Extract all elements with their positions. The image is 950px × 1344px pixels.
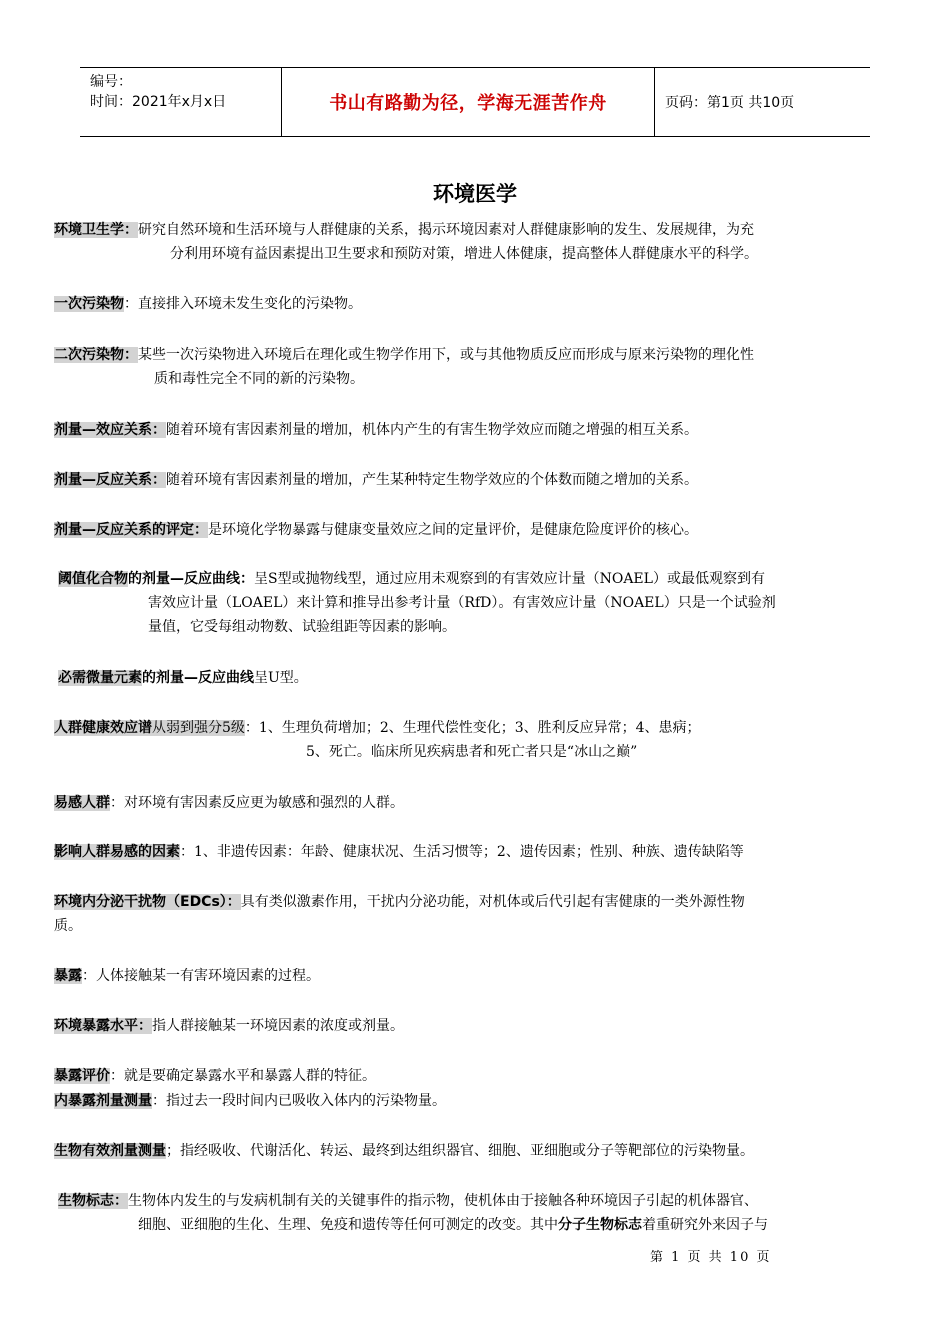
entry-text: 就是要确定暴露水平和暴露人群的特征。 xyxy=(124,1068,376,1084)
entry-term: 二次污染物： xyxy=(54,347,138,363)
entry-colon: ： xyxy=(110,795,124,811)
entry-text: 随着环境有害因素剂量的增加，产生某种特定生物学效应的个体数而随之增加的关系。 xyxy=(166,472,698,488)
entry-colon: ： xyxy=(152,1093,166,1109)
entry-term-continued: 的剂量—反应曲线： xyxy=(128,571,254,587)
entry-text-part: 细胞、亚细胞的生化、生理、免疫和遗传等任何可测定的改变。其中 xyxy=(138,1217,558,1233)
entry-health-effect-spectrum xyxy=(54,716,896,764)
entry-text: 指经吸收、代谢活化、转运、最终到达组织器官、细胞、亚细胞或分子等靶部位的污染物量。 xyxy=(180,1143,754,1159)
header-table xyxy=(80,67,870,137)
entry-colon: ： xyxy=(180,844,194,860)
entry-colon: ： xyxy=(110,1068,124,1084)
entry-text: 生物体内发生的与发病机制有关的关键事件的指示物，使机体由于接触各种环境因子引起的机体器官、 xyxy=(128,1193,758,1209)
entry-term: 人群健康效应谱 xyxy=(54,720,152,736)
page-footer: 第 1 页 共 10 页 xyxy=(650,1250,772,1265)
entry-term: 暴露评价 xyxy=(54,1068,110,1084)
entry-term: 影响人群易感的因素 xyxy=(54,844,180,860)
entry-term: 剂量—效应关系： xyxy=(54,422,166,438)
entry-essential-trace-element xyxy=(58,666,896,690)
entry-text: 研究自然环境和生活环境与人群健康的关系，揭示环境因素对人群健康影响的发生、发展规律，为充 xyxy=(138,222,754,238)
entry-primary-pollutant xyxy=(54,292,896,316)
header-page-label: 页码：第1页 共10页 xyxy=(665,95,795,111)
entry-text: 直接排入环境未发生变化的污染物。 xyxy=(138,296,362,312)
entry-text-cont: 质和毒性完全不同的新的污染物。 xyxy=(154,371,364,387)
entry-term: 一次污染物 xyxy=(54,296,124,312)
entry-text: 人体接触某一有害环境因素的过程。 xyxy=(96,968,320,984)
entry-term: 剂量—反应关系： xyxy=(54,472,166,488)
entry-biologically-effective-dose xyxy=(54,1139,896,1163)
entry-exposure-level xyxy=(54,1014,896,1038)
entry-term: 生物有效剂量测量 xyxy=(54,1143,166,1159)
entry-term: 必需微量元素 xyxy=(58,670,142,686)
entry-text-cont: 分利用环境有益因素提出卫生要求和预防对策，增进人体健康，提高整体人群健康水平的科学。 xyxy=(170,246,758,262)
entry-term: 剂量—反应关系的评定： xyxy=(54,522,208,538)
entry-text: 呈S型或抛物线型，通过应用未观察到的有害效应计量（NOAEL）或最低观察到有 xyxy=(254,571,765,587)
entry-text: 具有类似激素作用，干扰内分泌功能，对机体或后代引起有害健康的一类外源性物 xyxy=(240,894,745,910)
entry-colon: ； xyxy=(166,1143,180,1159)
entry-colon: ： xyxy=(82,968,96,984)
entry-text-cont: 5、死亡。临床所见疾病患者和死亡者只是“冰山之巅” xyxy=(306,744,638,760)
entry-susceptible-population xyxy=(54,791,896,815)
entry-text: 1、非遗传因素：年龄、健康状况、生活习惯等；2、遗传因素；性别、种族、遗传缺陷等 xyxy=(194,844,744,860)
entry-susceptibility-factors xyxy=(54,840,896,864)
entry-term-continued: 的剂量—反应曲线 xyxy=(142,670,254,686)
entry-term: 内暴露剂量测量 xyxy=(54,1093,152,1109)
entry-term: 阈值化合物 xyxy=(58,571,128,587)
entry-colon: ： xyxy=(124,296,138,312)
entry-dose-effect xyxy=(54,418,896,442)
header-motto: 书山有路勤为径，学海无涯苦作舟 xyxy=(282,68,655,136)
header-meta-cell xyxy=(80,68,282,136)
entry-endocrine-disruptors xyxy=(54,890,896,938)
entry-text: ：1、生理负荷增加；2、生理代偿性变化；3、胜利反应异常；4、患病； xyxy=(244,720,701,736)
entry-text-part: 着重研究外来因子与 xyxy=(642,1217,768,1233)
entry-term: 易感人群 xyxy=(54,795,110,811)
document-date-label: 时间：2021年x月x日 xyxy=(90,94,227,110)
entry-term: 环境卫生学： xyxy=(54,222,138,238)
entry-text-cont: 害效应计量（LOAEL）来计算和推导出参考计量（RfD）。有害效应计量（NOAEL）只是一个试验剂 xyxy=(148,595,776,611)
entry-internal-dose xyxy=(54,1089,896,1113)
entry-term: 生物标志： xyxy=(58,1193,128,1209)
document-title: 环境医学 xyxy=(433,182,517,206)
entry-text: 随着环境有害因素剂量的增加，机体内产生的有害生物学效应而随之增强的相互关系。 xyxy=(166,422,698,438)
document-number-label: 编号： xyxy=(90,74,132,90)
entry-term-continued: 从弱到强分5级 xyxy=(152,720,245,736)
entry-environmental-hygiene xyxy=(54,218,896,266)
entry-secondary-pollutant xyxy=(54,343,896,391)
entry-threshold-compound xyxy=(58,567,896,639)
entry-text: 指过去一段时间内已吸收入体内的污染物量。 xyxy=(166,1093,446,1109)
entry-dose-response xyxy=(54,468,896,492)
entry-term: 暴露 xyxy=(54,968,82,984)
entry-highlight-term: 分子生物标志 xyxy=(558,1217,642,1233)
entry-exposure xyxy=(54,964,896,988)
entry-exposure-assessment xyxy=(54,1064,896,1088)
entry-text: 某些一次污染物进入环境后在理化或生物学作用下，或与其他物质反应而形成与原来污染物的理化性 xyxy=(138,347,754,363)
entry-text: 是环境化学物暴露与健康变量效应之间的定量评价，是健康危险度评价的核心。 xyxy=(208,522,698,538)
entry-text-cont xyxy=(58,1213,896,1237)
entry-text-cont: 量值，它受每组动物数、试验组距等因素的影响。 xyxy=(148,619,456,635)
entry-text: 指人群接触某一环境因素的浓度或剂量。 xyxy=(152,1018,404,1034)
entry-term: 环境内分泌干扰物（EDCs）： xyxy=(54,894,241,910)
entry-text-cont: 质。 xyxy=(54,918,82,934)
entry-term: 环境暴露水平： xyxy=(54,1018,152,1034)
entry-text: 呈U型。 xyxy=(254,670,308,686)
entry-dose-response-assessment xyxy=(54,518,896,542)
entry-text: 对环境有害因素反应更为敏感和强烈的人群。 xyxy=(124,795,404,811)
entry-biomarker xyxy=(58,1189,896,1237)
